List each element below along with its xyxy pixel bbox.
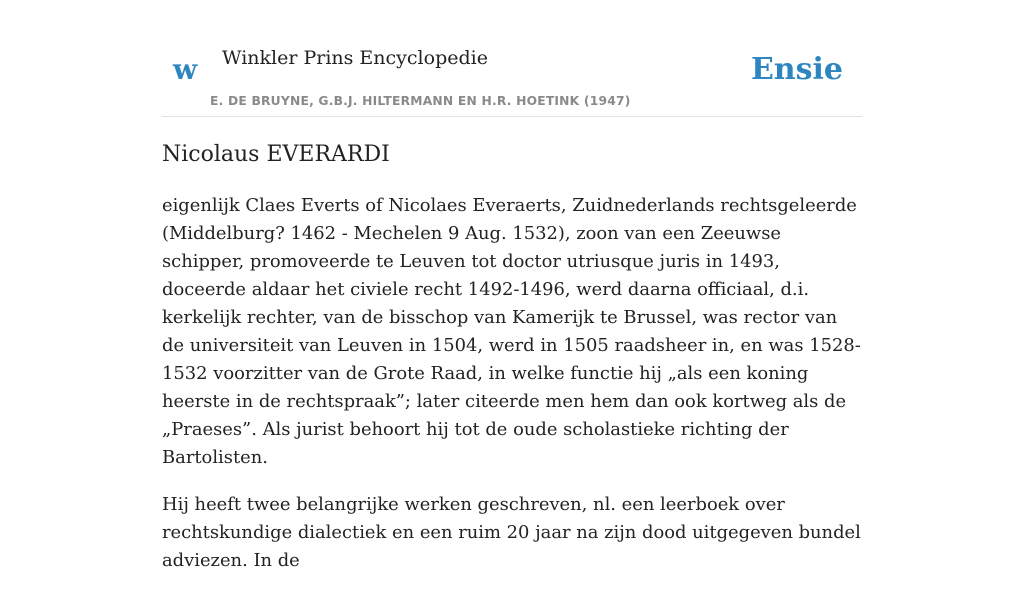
site-logo[interactable]: w <box>173 53 198 86</box>
site-title[interactable]: Winkler Prins Encyclopedie <box>222 47 488 69</box>
site-header <box>162 0 862 117</box>
article-title: Nicolaus EVERARDI <box>162 142 390 167</box>
page <box>162 0 862 571</box>
brand-logo[interactable]: Ensie <box>750 52 843 87</box>
article-body <box>162 192 862 594</box>
article-paragraph: Hij heeft twee belangrijke werken geschreven, nl. een leerboek over rechtskundige dialectiek en een ruim 20 jaar na zijn dood uitgegeven bundel adviezen. In de <box>162 494 861 571</box>
article-paragraph: eigenlijk Claes Everts of Nicolaes Everaerts, Zuidnederlands rechtsgeleerde (Middelburg? 1462 - Mechelen 9 Aug. 1532), zoon van een Zeeuwse schipper, promoveerde te Leuven tot doctor utriusque juris in 1493, doceerde aldaar het civiele recht 1492-1496, werd daarna officiaal, d.i. kerkelijk rechter, van de bisschop van Kamerijk te Brussel, was rector van de universiteit van Leuven in 1504, werd in 1505 raadsheer in, en was 1528-1532 voorzitter van de Grote Raad, in welke functie hij „als een koning heerste in de rechtspraak”; later citeerde men hem dan ook kortweg als de „Praeses”. Als jurist behoort hij tot de oude scholastieke richting der Bartolisten. <box>162 195 861 468</box>
site-authors: E. DE BRUYNE, G.B.J. HILTERMANN EN H.R. HOETINK (1947) <box>210 94 631 108</box>
